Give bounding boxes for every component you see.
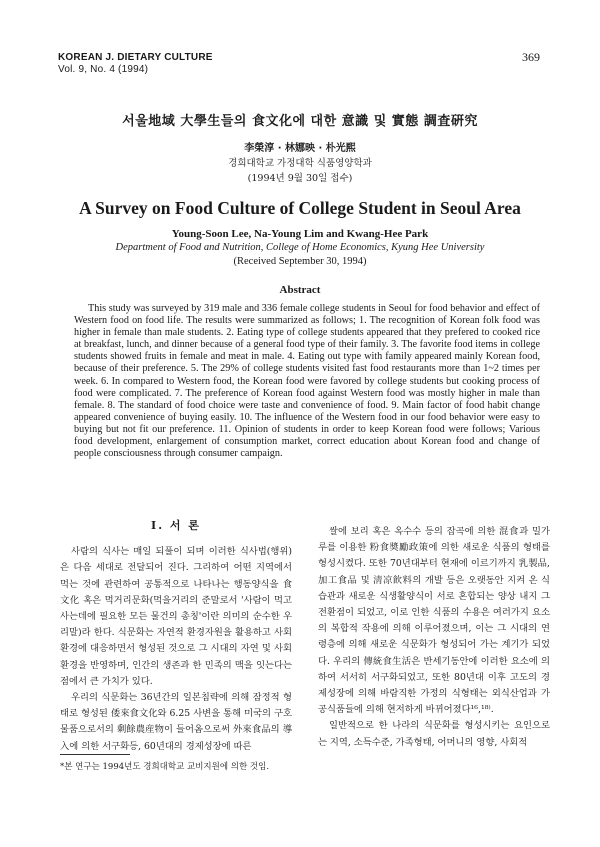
- journal-header: [58, 52, 213, 76]
- english-received-date: (Received September 30, 1994): [233, 256, 367, 267]
- journal-volume: Vol. 9, No. 4 (1994): [58, 64, 149, 75]
- body-column-left: [60, 518, 292, 755]
- korean-title: 서울地域 大學生들의 食文化에 대한 意識 및 實態 調査硏究: [122, 114, 478, 129]
- korean-affiliation: 경희대학교 가정대학 식품영양학과: [228, 158, 372, 169]
- body-paragraph: 우리의 식문화는 36년간의 일본침략에 의해 잠정적 형태로 형성된 倭來食文化와 6.25 사변을 통해 미국의 구호물품으로서의 剩餘農産物이 들어옴으로써 外來食品의 導入에 의한 서구화등, 60년대의 경제성장에 따른: [60, 692, 292, 752]
- english-authors: Young-Soon Lee, Na-Young Lim and Kwang-Hee Park: [171, 228, 429, 240]
- english-title: A Survey on Food Culture of College Student in Seoul Area: [79, 198, 521, 218]
- korean-received-date: (1994년 9월 30일 접수): [247, 173, 353, 184]
- section-heading-introduction: I. 서 론: [151, 519, 201, 532]
- page-number: 369: [522, 50, 540, 64]
- body-column-right: [318, 524, 550, 751]
- body-paragraph: 쌀에 보리 혹은 옥수수 등의 잡곡에 의한 混食과 밀가루를 이용한 粉食奬勵政策에 의한 새로운 식품의 형태를 형성시켰다. 또한 70년대부터 현재에 이르기까지 乳製品, 加工食品 및 淸凉飮料의 개발 등은 오랫동안 지켜 온 식습관과 새로운 식생활양식이 서로 혼합되는 양상 내지 그 전환점이 되었고, 이로 인한 식품의 수용은 여러가지 요소의 복합적 작용에 의해 이루어졌으며, 이는 그 시대의 연령층에 의해 새로운 식문화가 형성되어 가는 계기가 되었다. 우리의 傳統食生活은 반세기동안에 이러한 요소에 의하여 서서히 서구화되었고, 또한 80년대 이후 고도의 경제성장에 의해 바람직한 가정의 식형태는 외식산업과 가공식품들에 의해 현저하게 바뀌어졌다¹⁶,¹⁸⁾.: [318, 526, 550, 716]
- funding-footnote: *본 연구는 1994년도 경희대학교 교비지원에 의한 것임.: [60, 762, 270, 772]
- footnote-divider: [60, 754, 130, 755]
- body-paragraph: 일반적으로 한 나라의 식문화를 형성시키는 요인으로는 지역, 소득수준, 가족형태, 어머니의 영향, 사회적: [318, 720, 550, 748]
- abstract-text: This study was surveyed by 319 male and 336 female college students in Seoul for food behavior and effect of Western food on food life. The results were summarized as follows; 1. The recognition of Korean folk food was higher in female than male students. 2. Eating type of college students appeared that they prefered to cooked rice at breakfast, lunch, and dinner because of a general food type of their family. 3. The favorite food items in college students showed fruits in female and meat in male. 4. Eating out type with family appeared mainly Korean food, because of their preference. 5. The 29% of college students visited fast food restaurants more than 1~2 times per week. 6. In compared to Western food, the Korean food were favored by college students but cooking process of food were complicated. 7. The preference of Korean food against Western food was mostly higher in male than female. 8. The standard of food choice were taste and convenience of food. 9. Main factor of food habit change appeared convenience of buying easily. 10. The influence of the Western food in our food behavior were easy to buying but not fit our preference. 11. Opinion of students in order to keep Korean food were follows; Various food development, enlargement of consumption market, correct education about Korean food and change of people consciousness through consumer campaign.: [74, 303, 540, 460]
- english-affiliation: Department of Food and Nutrition, College of Home Economics, Kyung Hee University: [115, 242, 485, 253]
- journal-name: KOREAN J. DIETARY CULTURE: [58, 52, 213, 63]
- abstract-heading: Abstract: [279, 284, 321, 296]
- korean-authors: 李榮淳 · 林娜映 · 朴光熙: [244, 143, 356, 154]
- body-paragraph: 사람의 식사는 매일 되풀이 되며 이러한 식사법(행위)은 다음 세대로 전달되어 진다. 그리하여 어떤 지역에서 먹는 것에 관련하여 공통적으로 나타나는 행동양식을 食文化 혹은 먹거리문화(먹을거리의 준말로서 '사람이 먹고 사는데에 필요한 모든 물건의 총칭'이란 의미의 순수한 우리말)라 한다. 식문화는 자연적 환경자원을 활용하고 사회환경에 대응하면서 형성된 것으로 그 시대의 자연 및 사회환경을 반영하며, 인간의 생존과 한 민족의 맥을 잇는다는 점에서 큰 가치가 있다.: [60, 546, 292, 687]
